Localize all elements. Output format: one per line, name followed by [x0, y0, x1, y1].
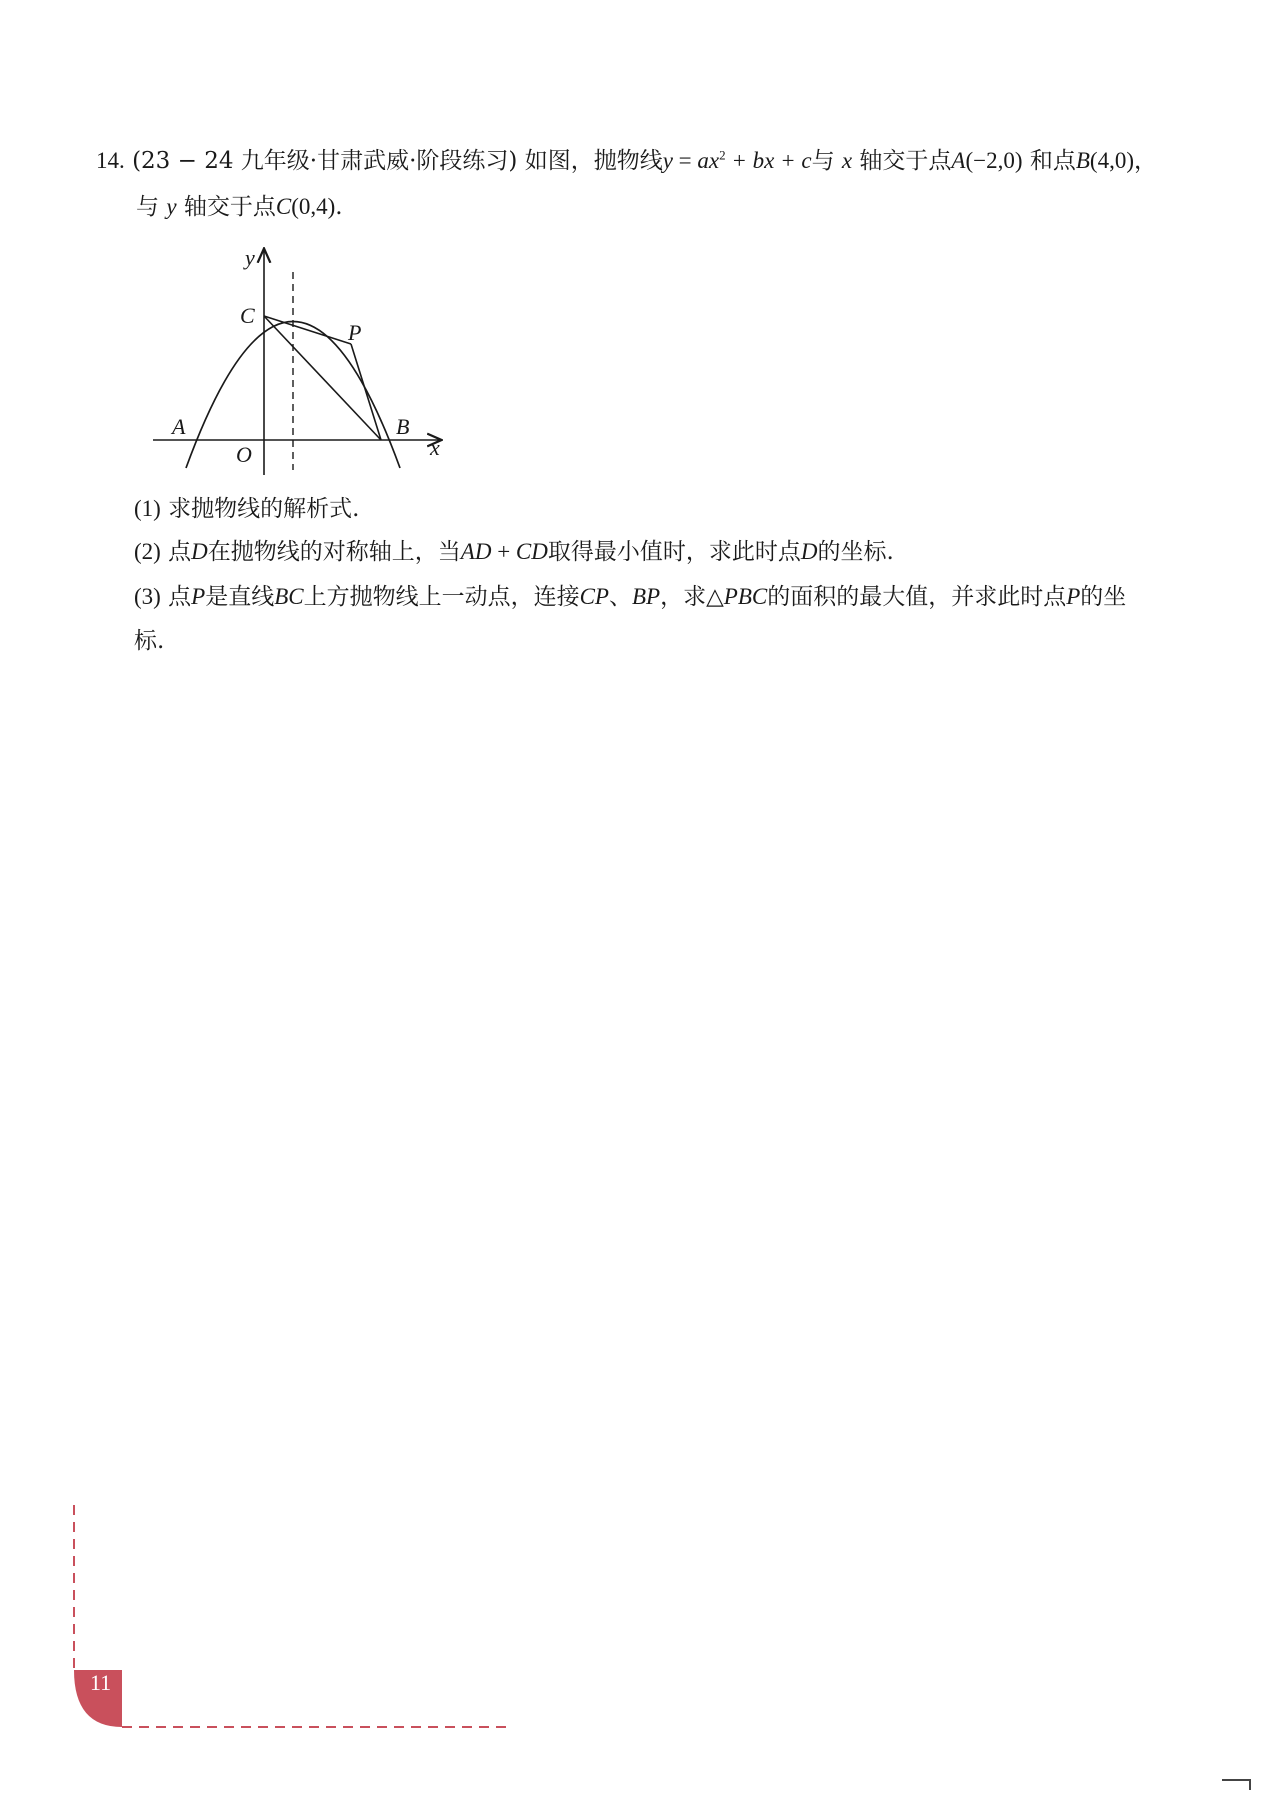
math-op: +	[491, 539, 516, 564]
label-b: B	[396, 414, 410, 439]
label-c: C	[240, 303, 255, 328]
equation-exponent: 2	[719, 147, 726, 163]
part-text: 点	[168, 539, 192, 565]
question-stem-line-2	[136, 192, 343, 222]
segment-label: AD	[460, 539, 492, 564]
part-2	[134, 537, 894, 567]
point-label: P	[191, 584, 206, 609]
triangle-label: △PBC	[706, 584, 768, 609]
parabola-figure	[148, 240, 458, 480]
part-number: (2)	[134, 539, 161, 564]
punct: 、	[608, 584, 632, 610]
point-label: C	[275, 194, 292, 219]
part-text: 的坐标.	[817, 539, 894, 565]
part-3-line-2	[134, 626, 164, 656]
part-number: (3)	[134, 584, 161, 609]
question-source: (23 − 24 九年级·甘肃武威·阶段练习)	[132, 148, 518, 174]
equation-var: y	[662, 148, 673, 173]
line-label: BC	[274, 584, 304, 609]
part-text: 的面积的最大值，并求此时点	[767, 584, 1067, 610]
punct: .	[335, 194, 343, 220]
page-number: 11	[90, 1670, 112, 1695]
part-text: 求抛物线的解析式.	[168, 496, 360, 522]
point-coord: (−2,0)	[965, 148, 1023, 173]
equation-term: + bx + c	[725, 148, 812, 173]
point-label: P	[1066, 584, 1081, 609]
point-label: D	[800, 539, 818, 564]
corner-bracket-icon	[1220, 1778, 1260, 1792]
stem-text: 轴交于点	[183, 194, 276, 220]
part-text: 在抛物线的对称轴上，当	[207, 539, 461, 565]
axis-var: x	[841, 148, 853, 173]
part-text: 上方抛物线上一动点，连接	[303, 584, 580, 610]
label-p: P	[348, 320, 362, 345]
question-number: 14.	[96, 148, 125, 173]
equation-op: =	[672, 148, 698, 173]
part-text: 标.	[134, 628, 165, 654]
label-x: x	[430, 435, 440, 460]
part-number: (1)	[134, 496, 161, 521]
label-a: A	[172, 414, 186, 439]
equation-term: ax	[697, 148, 720, 173]
part-text: ，求	[660, 584, 707, 610]
point-coord: (4,0)	[1089, 148, 1134, 173]
part-text: 是直线	[205, 584, 275, 610]
page-corner-decoration	[0, 1500, 560, 1740]
point-coord: (0,4)	[291, 194, 336, 219]
stem-text: 如图，抛物线	[524, 148, 663, 174]
punct: ，	[1133, 148, 1157, 174]
segment-label: CD	[515, 539, 548, 564]
part-text: 的坐	[1080, 584, 1127, 610]
segment-pb	[351, 344, 381, 440]
part-text: 取得最小值时，求此时点	[547, 539, 801, 565]
axis-var: y	[166, 194, 177, 219]
point-label: D	[191, 539, 208, 564]
label-o: O	[236, 442, 252, 467]
point-label: A	[951, 148, 966, 173]
part-1	[134, 494, 359, 524]
stem-text: 轴交于点	[859, 148, 952, 174]
stem-text: 与	[136, 194, 159, 220]
segment-label: CP	[579, 584, 609, 609]
segment-label: BP	[631, 584, 661, 609]
label-y: y	[245, 245, 255, 270]
stem-text: 与	[811, 148, 835, 174]
part-3-line-1	[134, 582, 1126, 612]
point-label: B	[1075, 148, 1090, 173]
part-text: 点	[168, 584, 192, 610]
question-stem-line-1	[96, 146, 1157, 176]
stem-text: 和点	[1029, 148, 1076, 174]
